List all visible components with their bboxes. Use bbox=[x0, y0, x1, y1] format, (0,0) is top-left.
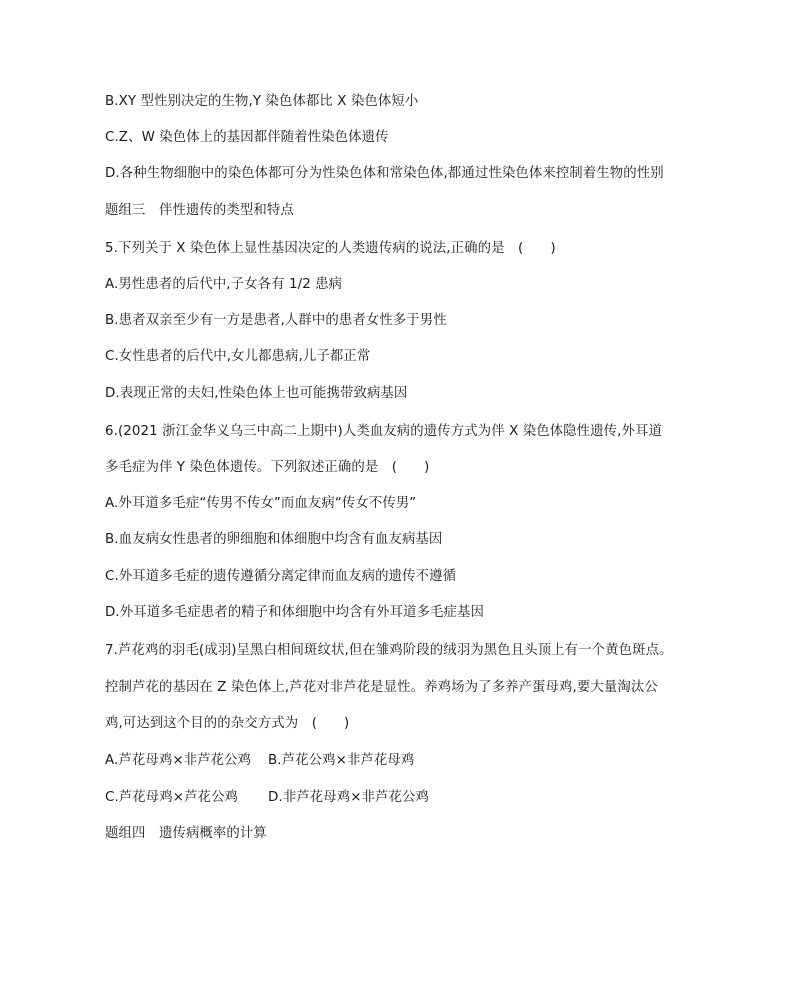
option-a-q5: A.男性患者的后代中,子女各有 1/2 患病 bbox=[105, 277, 343, 292]
option-d-q7: D.非芦花母鸡×非芦花公鸡 bbox=[268, 790, 429, 805]
option-b-q5: B.患者双亲至少有一方是患者,人群中的患者女性多于男性 bbox=[105, 313, 447, 328]
option-b-q4: B.XY 型性别决定的生物,Y 染色体都比 X 染色体短小 bbox=[105, 94, 419, 109]
option-a-q7: A.芦花母鸡×非芦花公鸡 bbox=[105, 753, 252, 768]
option-d-q5: D.表现正常的夫妇,性染色体上也可能携带致病基因 bbox=[105, 386, 408, 401]
option-d-q6: D.外耳道多毛症患者的精子和体细胞中均含有外耳道多毛症基因 bbox=[105, 605, 485, 620]
option-c-q6: C.外耳道多毛症的遗传遵循分离定律而血友病的遗传不遵循 bbox=[105, 569, 457, 584]
option-d-q4: D.各种生物细胞中的染色体都可分为性染色体和常染色体,都通过性染色体来控制着生物的性别 bbox=[105, 166, 664, 181]
question-6-stem-line1: 6.(2021 浙江金华义乌三中高二上期中)人类血友病的遗传方式为伴 X 染色体隐性遗传,外耳道 bbox=[105, 424, 662, 439]
question-7-stem-line3: 鸡,可达到这个目的的杂交方式为 ( ) bbox=[105, 716, 350, 731]
option-c-q7: C.芦花母鸡×芦花公鸡 bbox=[105, 790, 239, 805]
question-5-stem: 5.下列关于 X 染色体上显性基因决定的人类遗传病的说法,正确的是 ( ) bbox=[105, 241, 556, 256]
question-6-stem-line2: 多毛症为伴 Y 染色体遗传。下列叙述正确的是 ( ) bbox=[105, 460, 430, 475]
question-7-stem-line1: 7.芦花鸡的羽毛(成羽)呈黑白相间斑纹状,但在雏鸡阶段的绒羽为黑色且头顶上有一个黄色斑点。 bbox=[105, 643, 673, 658]
option-b-q6: B.血友病女性患者的卵细胞和体细胞中均含有血友病基因 bbox=[105, 532, 443, 547]
options-cd-q7 bbox=[105, 789, 429, 807]
question-7-stem-line2: 控制芦花的基因在 Z 染色体上,芦花对非芦花是显性。养鸡场为了多养产蛋母鸡,要大量淘汰公 bbox=[105, 680, 658, 695]
section-heading-group4: 题组四 遗传病概率的计算 bbox=[105, 826, 267, 841]
options-ab-q7 bbox=[105, 752, 414, 770]
section-heading-group3: 题组三 伴性遗传的类型和特点 bbox=[105, 203, 294, 218]
option-b-q7: B.芦花公鸡×非芦花母鸡 bbox=[268, 753, 415, 768]
option-c-q5: C.女性患者的后代中,女儿都患病,儿子都正常 bbox=[105, 349, 371, 364]
option-a-q6: A.外耳道多毛症“传男不传女”而血友病“传女不传男” bbox=[105, 496, 417, 511]
option-c-q4: C.Z、W 染色体上的基因都伴随着性染色体遗传 bbox=[105, 130, 389, 145]
